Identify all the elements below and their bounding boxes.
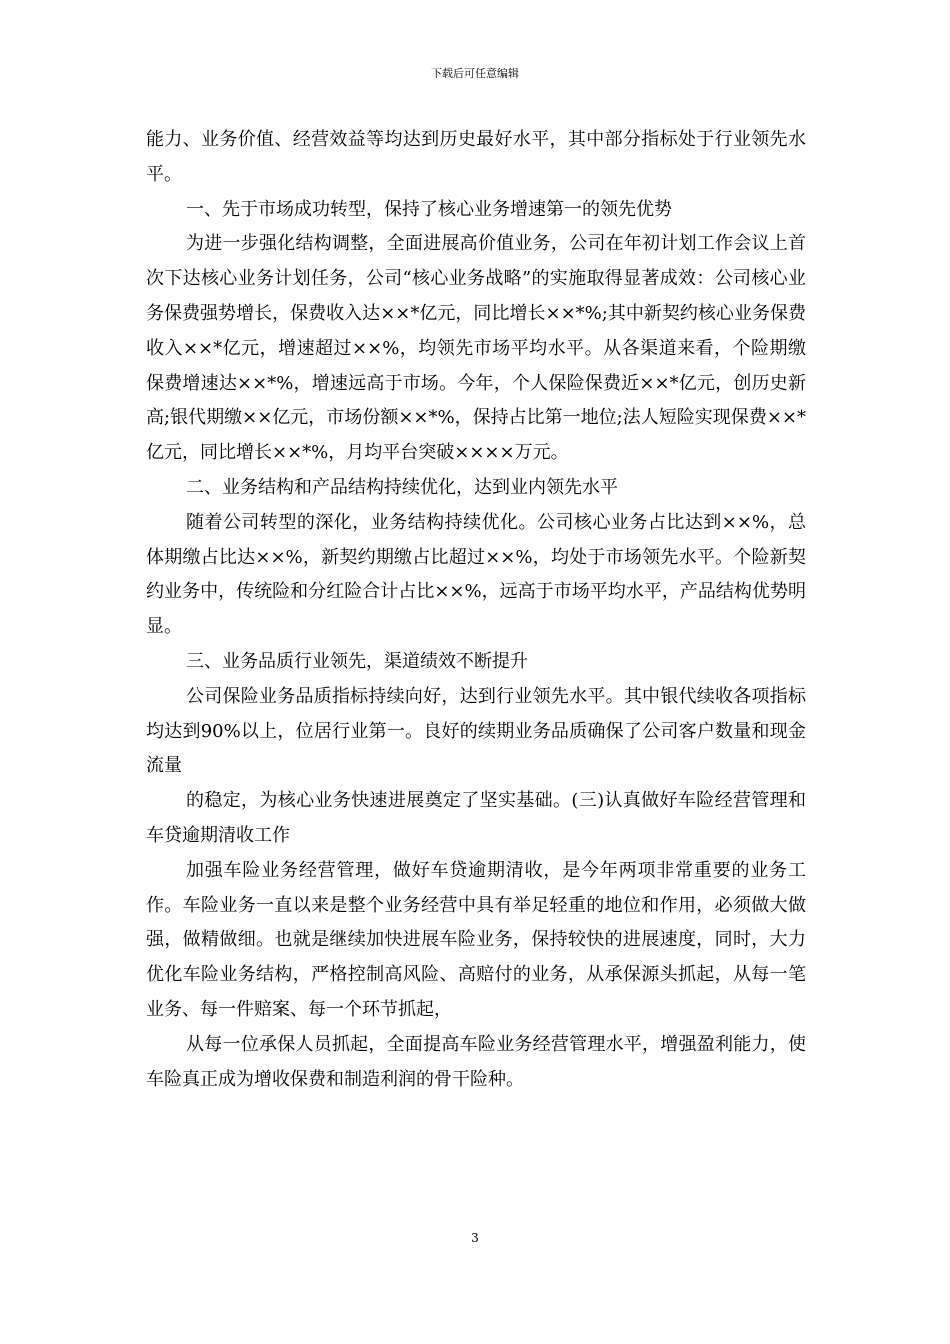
paragraph: 从每一位承保人员抓起，全面提高车险业务经营管理水平，增强盈利能力，使车险真正成为增收保费和制造利润的骨干险种。 (146, 1033, 806, 1090)
paragraph: 公司保险业务品质指标持续向好，达到行业领先水平。其中银代续收各项指标均达到90%以上，位居行业第一。良好的续期业务品质确保了公司客户数量和现金流量 (146, 685, 806, 777)
paragraph: 为进一步强化结构调整，全面进展高价值业务，公司在年初计划工作会议上首次下达核心业务计划任务，公司“核心业务战略”的实施取得显著成效：公司核心业务保费强势增长，保费收入达××*亿元，同比增长××*%;其中新契约核心业务保费收入××*亿元，增速超过××%，均领先市场平均水平。从各渠道来看，个险期缴保费增速达××*%，增速远高于市场。今年，个人保险保费近××*亿元，创历史新高;银代期缴××亿元，市场份额××*%，保持占比第一地位;法人短险实现保费××*亿元，同比增长××*%，月均平台突破××××万元。 (146, 233, 806, 464)
section-heading: 三、业务品质行业领先，渠道绩效不断提升 (186, 650, 528, 672)
paragraph: 随着公司转型的深化，业务结构持续优化。公司核心业务占比达到××%，总体期缴占比达××%，新契约期缴占比超过××%，均处于市场领先水平。个险新契约业务中，传统险和分红险合计占比××%，远高于市场平均水平，产品结构优势明显。 (146, 511, 806, 638)
page-number: 3 (471, 1231, 479, 1245)
section-heading: 二、业务结构和产品结构持续优化，达到业内领先水平 (186, 476, 618, 498)
document-body (146, 123, 806, 1097)
section-heading: 一、先于市场成功转型，保持了核心业务增速第一的领先优势 (186, 198, 672, 220)
paragraph: 的稳定，为核心业务快速进展奠定了坚实基础。(三)认真做好车险经营管理和车贷逾期清收工作 (146, 790, 806, 846)
page-header: 下载后可任意编辑 (431, 67, 519, 80)
paragraph: 能力、业务价值、经营效益等均达到历史最好水平，其中部分指标处于行业领先水平。 (146, 129, 806, 185)
paragraph: 加强车险业务经营管理，做好车贷逾期清收，是今年两项非常重要的业务工作。车险业务一直以来是整个业务经营中具有举足轻重的地位和作用，必须做大做强，做精做细。也就是继续加快进展车险业务，保持较快的进展速度，同时，大力优化车险业务结构，严格控制高风险、高赔付的业务，从承保源头抓起，从每一笔业务、每一件赔案、每一个环节抓起， (146, 859, 806, 1020)
